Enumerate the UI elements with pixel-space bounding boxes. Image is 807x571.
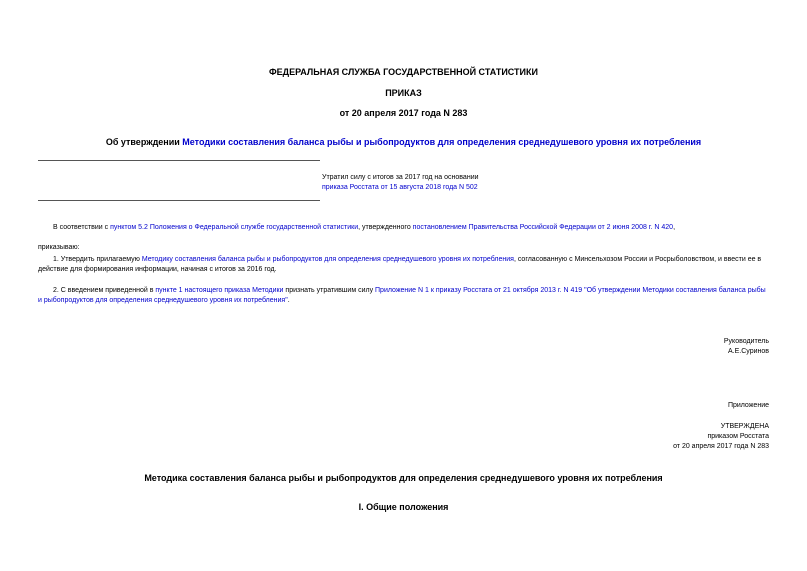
agency-name: ФЕДЕРАЛЬНАЯ СЛУЖБА ГОСУДАРСТВЕННОЙ СТАТИСТИКИ (269, 67, 538, 77)
methodology-title-link[interactable]: Методики составления баланса рыбы и рыбопродуктов для определения среднедушевого уровня их потребления (182, 137, 702, 147)
divider-bottom (38, 200, 320, 201)
document-title (0, 137, 807, 147)
item2-text-4: . (287, 297, 290, 304)
repeal-order-link[interactable]: приказа Росстата от 15 августа 2018 года N 502 (322, 184, 478, 191)
title-prefix: Об утверждении (105, 137, 183, 147)
validity-note (322, 173, 622, 193)
methodology-reference-link[interactable]: Методики (252, 287, 284, 294)
item2-text-3: признать утратившим силу (283, 287, 376, 294)
regulation-link[interactable]: пунктом 5.2 Положения о Федеральной службе государственной статистики (110, 224, 359, 231)
order-item-2 (38, 286, 769, 306)
order-item-1 (38, 255, 769, 275)
methodology-link[interactable]: Методику составления баланса рыбы и рыбопродуктов для определения среднедушевого уровня их потребления (141, 256, 514, 263)
approval-block (673, 422, 769, 452)
item1-text-1: 1. Утвердить прилагаемую (53, 256, 142, 263)
approved-label: УТВЕРЖДЕНА (720, 423, 769, 430)
divider-top (38, 160, 320, 161)
document-date-number: от 20 апреля 2017 года N 283 (339, 108, 468, 118)
signature-block (724, 337, 769, 357)
annex-order-419-link[interactable]: Приложение N 1 к приказу Росстата от 21 октября 2013 г. N 419 "Об утверждении Методики составления баланса рыбы и рыбопродуктов для определения среднедушевого уровня их потребления" (38, 287, 766, 304)
approved-by-order: приказом Росстата (707, 433, 769, 440)
section-heading: I. Общие положения (358, 502, 449, 512)
order-point-1-link[interactable]: пункте 1 настоящего приказа (155, 287, 251, 294)
order-word: приказываю: (38, 244, 80, 251)
item2-text-1: 2. С введением приведенной в (53, 287, 156, 294)
document-type: ПРИКАЗ (385, 88, 422, 98)
preamble-text-3: , (673, 224, 676, 231)
approval-date-number: от 20 апреля 2017 года N 283 (673, 443, 769, 450)
preamble-text-2: , утвержденного (358, 224, 413, 231)
methodology-heading: Методика составления баланса рыбы и рыбопродуктов для определения среднедушевого уровня их потребления (144, 473, 663, 483)
government-decree-link[interactable]: постановлением Правительства Российской Федерации от 2 июня 2008 г. N 420 (412, 224, 674, 231)
signatory-name: А.Е.Суринов (728, 348, 769, 355)
validity-note-text: Утратил силу с итогов за 2017 год на основании (322, 174, 479, 181)
signatory-role: Руководитель (723, 338, 769, 345)
preamble-text-1: В соответствии с (53, 224, 111, 231)
item1-text-2: , согласованную с Минсельхозом России и Росрыболовством, и ввести ее в действие для формирования информации, начиная с итогов за 2016 год. (38, 256, 762, 273)
preamble (53, 223, 773, 233)
appendix-label: Приложение (727, 402, 769, 409)
